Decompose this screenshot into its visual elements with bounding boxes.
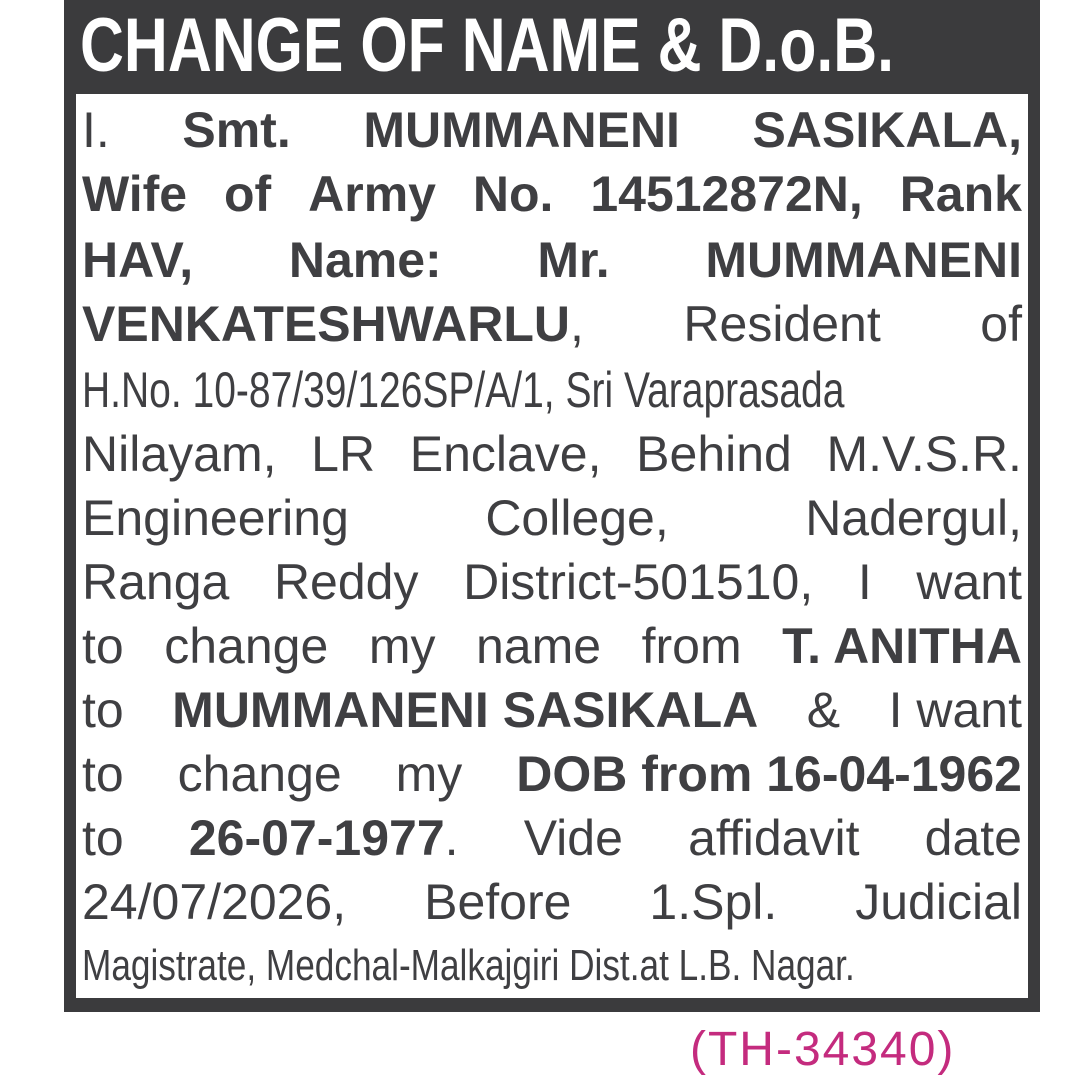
notice-line-6 — [82, 422, 1022, 486]
notice-line-13 — [82, 870, 1022, 934]
word: change — [164, 618, 329, 674]
notice-line-8 — [82, 550, 1022, 614]
notice-line-12 — [82, 806, 1022, 870]
word: to — [82, 746, 124, 802]
notice-line-4 — [82, 292, 1022, 356]
word: HAV, — [82, 232, 194, 288]
husband-name: VENKATESHWARLU — [82, 296, 570, 352]
address-line: H.No. 10-87/39/126SP/A/1, Sri Varaprasada — [82, 362, 845, 418]
notice-line-7 — [82, 486, 1022, 550]
word: to — [82, 682, 124, 738]
word: Army — [308, 166, 436, 222]
word: of — [980, 296, 1022, 352]
word: SASIKALA, — [752, 102, 1022, 158]
word: Vide — [523, 810, 623, 866]
comma: , — [569, 296, 584, 352]
word: I — [857, 554, 872, 610]
notice-line-2 — [82, 162, 1022, 226]
word: Mr. — [537, 232, 610, 288]
notice-line-9 — [82, 614, 1022, 678]
new-dob: 26-07-1977 — [188, 810, 445, 866]
notice-title: CHANGE OF NAME & D.o.B. — [80, 3, 895, 88]
word: Ranga — [82, 554, 230, 610]
word: Wife — [82, 166, 188, 222]
word: name — [476, 618, 602, 674]
word: 1.Spl. — [649, 874, 778, 930]
word: Enclave, — [409, 426, 602, 482]
word: my — [368, 618, 436, 674]
notice-line-11 — [82, 742, 1022, 806]
word: change — [177, 746, 342, 802]
word: I. — [82, 102, 110, 158]
word: from — [641, 618, 742, 674]
word: Before — [424, 874, 572, 930]
word: to — [82, 810, 124, 866]
new-name: MUMMANENI SASIKALA — [172, 682, 759, 738]
word: Judicial — [855, 874, 1022, 930]
word: Rank — [899, 166, 1022, 222]
word: College, — [485, 490, 669, 546]
word: Behind — [636, 426, 792, 482]
notice-line-14 — [82, 934, 1022, 998]
dob-group — [189, 806, 459, 870]
word: my — [395, 746, 463, 802]
word: Nadergul, — [805, 490, 1022, 546]
word: & — [806, 682, 841, 738]
word: I want — [888, 682, 1022, 738]
notice-line-3 — [82, 228, 1022, 292]
word: MUMMANENI — [363, 102, 680, 158]
notice-line-1 — [82, 98, 1022, 162]
word: District-501510, — [463, 554, 814, 610]
notice-line-10 — [82, 678, 1022, 742]
word: Engineering — [82, 490, 349, 546]
old-name: T. ANITHA — [782, 618, 1022, 674]
reference-code: (TH-34340) — [690, 1023, 956, 1076]
old-dob: DOB from 16-04-1962 — [516, 746, 1022, 802]
magistrate-line: Magistrate, Medchal-Malkajgiri Dist.at L.B. Nagar. — [82, 941, 855, 990]
word: No. — [472, 166, 554, 222]
word: MUMMANENI — [705, 232, 1022, 288]
word: Reddy — [273, 554, 419, 610]
name-group — [82, 292, 584, 356]
word: of — [224, 166, 272, 222]
word: Resident — [683, 296, 881, 352]
army-number: 14512872N, — [590, 166, 863, 222]
word: affidavit — [688, 810, 860, 866]
word: Nilayam, — [82, 426, 277, 482]
word: to — [82, 618, 124, 674]
word: Name: — [288, 232, 442, 288]
notice-line-5 — [82, 358, 1022, 422]
period: . — [444, 810, 459, 866]
word: M.V.S.R. — [826, 426, 1022, 482]
word: Smt. — [182, 102, 291, 158]
affidavit-date: 24/07/2026, — [82, 874, 347, 930]
word: LR — [311, 426, 376, 482]
word: want — [916, 554, 1022, 610]
word: date — [924, 810, 1022, 866]
